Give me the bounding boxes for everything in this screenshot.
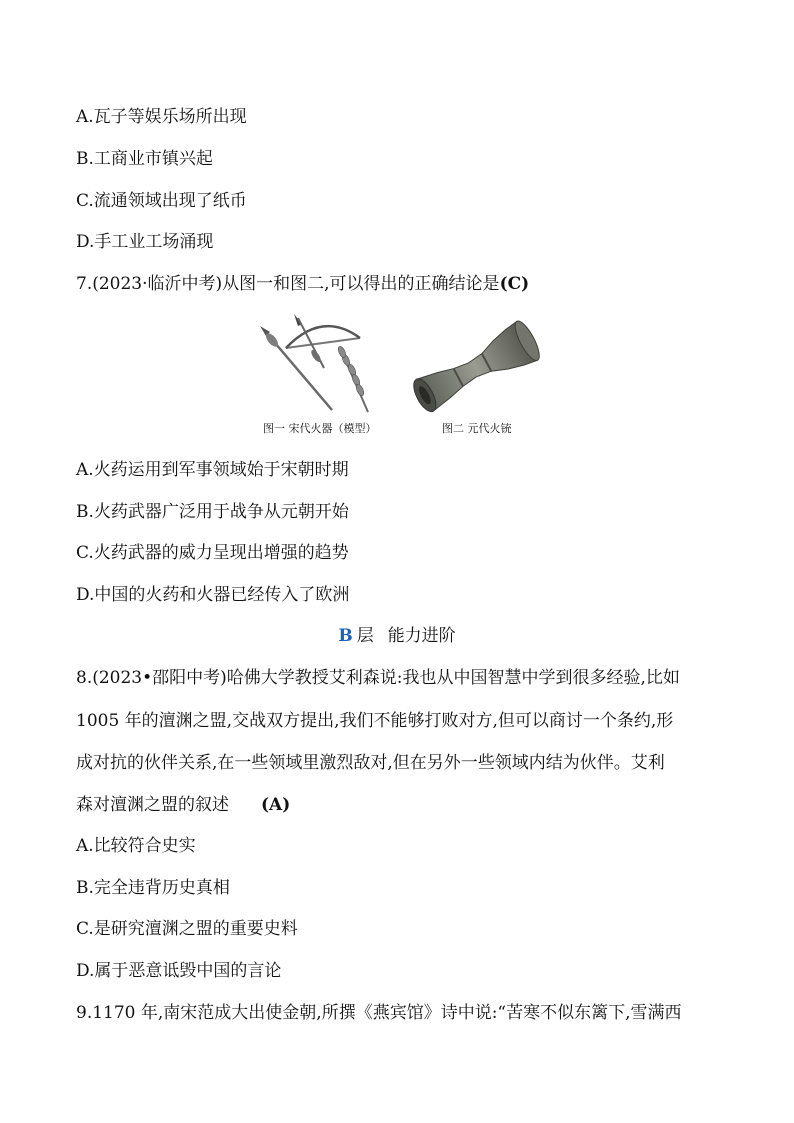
q6-option-d: D.手工业工场涌现	[76, 232, 214, 252]
q7-answer: (C)	[499, 274, 530, 294]
figure1-caption: 图一 宋代火器（模型）	[263, 422, 377, 435]
song-firearms-image	[260, 314, 368, 412]
q8-line-3: 成对抗的伙伴关系,在一些领域里激烈敌对,但在另外一些领域内结为伙伴。艾利	[76, 753, 665, 773]
q6-option-a: A.瓦子等娱乐场所出现	[76, 107, 247, 127]
q7-option-d: D.中国的火药和火器已经传入了欧洲	[76, 585, 350, 605]
q7-option-a: A.火药运用到军事领域始于宋朝时期	[76, 460, 349, 480]
section-title: 能力进阶	[387, 626, 456, 646]
q8-answer: (A)	[261, 795, 291, 815]
q8-line-1: 8.(2023•邵阳中考)哈佛大学教授艾利森说:我也从中国智慧中学到很多经验,比如	[76, 668, 680, 688]
q8-line-4-text: 森对澶渊之盟的叙述	[76, 795, 229, 815]
q8-line-2: 1005 年的澶渊之盟,交战双方提出,我们不能够打败对方,但可以商讨一个条约,形	[76, 711, 674, 731]
q7-stem-text: 7.(2023·临沂中考)从图一和图二,可以得出的正确结论是	[76, 274, 500, 294]
section-b-heading	[0, 624, 794, 648]
q7-stem	[76, 272, 529, 296]
q8-option-a: A.比较符合史实	[76, 836, 196, 856]
q9-line-1: 9.1170 年,南宋范成大出使金朝,所撰《燕宾馆》诗中说:“苦寒不似东篱下,雪满西	[76, 1003, 682, 1023]
q8-option-c: C.是研究澶渊之盟的重要史料	[76, 919, 298, 939]
section-letter: B	[338, 626, 353, 646]
section-layer: 层	[356, 626, 374, 646]
q6-option-b: B.工商业市镇兴起	[76, 149, 213, 169]
q8-option-d: D.属于恶意诋毁中国的言论	[76, 961, 282, 981]
q8-option-b: B.完全违背历史真相	[76, 878, 230, 898]
q8-line-4	[76, 793, 290, 817]
q7-option-b: B.火药武器广泛用于战争从元朝开始	[76, 502, 349, 522]
q6-option-c: C.流通领域出现了纸币	[76, 191, 247, 211]
q7-option-c: C.火药武器的威力呈现出增强的趋势	[76, 543, 349, 563]
figure2-caption: 图二 元代火铳	[442, 422, 512, 435]
yuan-hand-cannon-image	[407, 318, 543, 418]
